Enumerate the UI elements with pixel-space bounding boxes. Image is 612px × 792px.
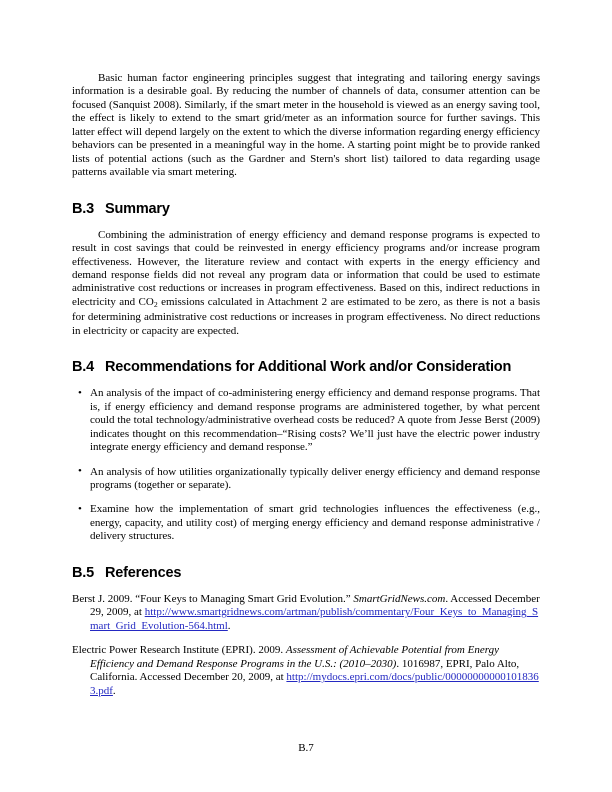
- reference-text-pre: Electric Power Research Institute (EPRI). 2009.: [72, 644, 286, 657]
- summary-paragraph-part2: emissions calculated in Attachment 2 are estimated to be zero, as there is not a basis for determining administrative cost reductions or increases in program effectiveness. No direct reductions in electricity or capacity are expected.: [72, 295, 540, 337]
- reference-text-post: . Accessed December 29, 2009, at: [90, 592, 540, 619]
- reference-text-tail: .: [227, 619, 231, 632]
- bullet-icon: •: [78, 386, 82, 399]
- list-item: [72, 466, 540, 493]
- page-footer: [0, 742, 612, 754]
- reference-entry: [72, 593, 540, 633]
- summary-paragraph: [72, 229, 540, 339]
- heading-spacer: [72, 191, 540, 201]
- page-content: [72, 72, 540, 709]
- heading-recommendations: [72, 359, 540, 376]
- bullet-icon: •: [78, 465, 82, 478]
- reference-source-title: SmartGridNews.com: [353, 592, 446, 605]
- list-item-text: Examine how the implementation of smart grid technologies influences the effectiveness (e.g., energy, capacity, and utility cost) of merging energy efficiency and demand response administrative / delivery structures.: [90, 503, 540, 543]
- heading-recommendations-number: B.4: [72, 359, 94, 376]
- list-item-text: An analysis of how utilities organizationally typically deliver energy efficiency and demand response programs (together or separate).: [90, 465, 540, 491]
- heading-summary-number: B.3: [72, 200, 94, 217]
- recommendations-list: [72, 387, 540, 544]
- heading-summary: [72, 201, 540, 218]
- heading-recommendations-title: Recommendations for Additional Work and/or Consideration: [105, 359, 512, 376]
- page-number: B.7: [298, 742, 314, 754]
- intro-paragraph: Basic human factor engineering principles suggest that integrating and tailoring energy savings information is a desirable goal. By reducing the number of channels of data, consumer attention can be focused (Sanquist 2008). Similarly, if the smart meter in the household is viewed as an energy saving tool, the effect is likely to extend to the smart grid/meter as an information source for further savings. This latter effect will depend largely on the extent to which the diverse information regarding energy efficiency behaviors can be presented in a meaningful way in the home. A starting point might be to provide ranked lists of potential actions (such as the Gardner and Stern's short list) tailored to data regarding usage patterns available via smart metering.: [72, 72, 540, 179]
- list-item: [72, 503, 540, 543]
- heading-references: [72, 565, 540, 582]
- heading-spacer-3: [72, 555, 540, 565]
- reference-text-pre: Berst J. 2009. “Four Keys to Managing Smart Grid Evolution.”: [72, 592, 354, 605]
- reference-text-tail: .: [112, 684, 116, 697]
- reference-entry: [72, 644, 540, 698]
- heading-summary-title: Summary: [105, 200, 170, 217]
- heading-references-title: References: [105, 564, 182, 581]
- co2-subscript: 2: [153, 299, 158, 309]
- references-list: [72, 593, 540, 698]
- reference-link[interactable]: http://www.smartgridnews.com/artman/publish/commentary/Four_Keys_to_Managing_Smart_Grid_Evolution-564.html: [90, 606, 539, 632]
- list-item: [72, 387, 540, 454]
- heading-references-number: B.5: [72, 564, 94, 581]
- bullet-icon: •: [78, 502, 82, 515]
- reference-text-post: . 1016987, EPRI, Palo Alto, California. Accessed December 20, 2009, at: [90, 657, 520, 684]
- reference-source-title: Assessment of Achievable Potential from Energy Efficiency and Demand Response Programs in the U.S.: (2010–2030): [90, 644, 499, 670]
- summary-paragraph-part1: Combining the administration of energy efficiency and demand response programs is expected to result in cost savings that could be reinvested in energy efficiency programs and/or increase program effectiveness. However, the literature review and contact with experts in the energy efficiency and demand response fields did not reveal any program data or information that could be used to estimate administrative cost reductions or increases in program effectiveness. Based on this, indirect reductions in electricity and CO: [72, 228, 540, 308]
- heading-spacer-2: [72, 349, 540, 359]
- list-item-text: An analysis of the impact of co-administering energy efficiency and demand response programs. That is, if energy efficiency and demand response programs are administered together, by what percent could the total technology/administrative overhead costs be reduced? A quote from Jesse Berst (2009) indicates thought on this recommendation–“Rising costs? We’ll just have the electric power industry integrate energy efficiency and demand response.”: [90, 387, 540, 454]
- reference-link[interactable]: http://mydocs.epri.com/docs/public/000000000001018363.pdf: [90, 671, 539, 697]
